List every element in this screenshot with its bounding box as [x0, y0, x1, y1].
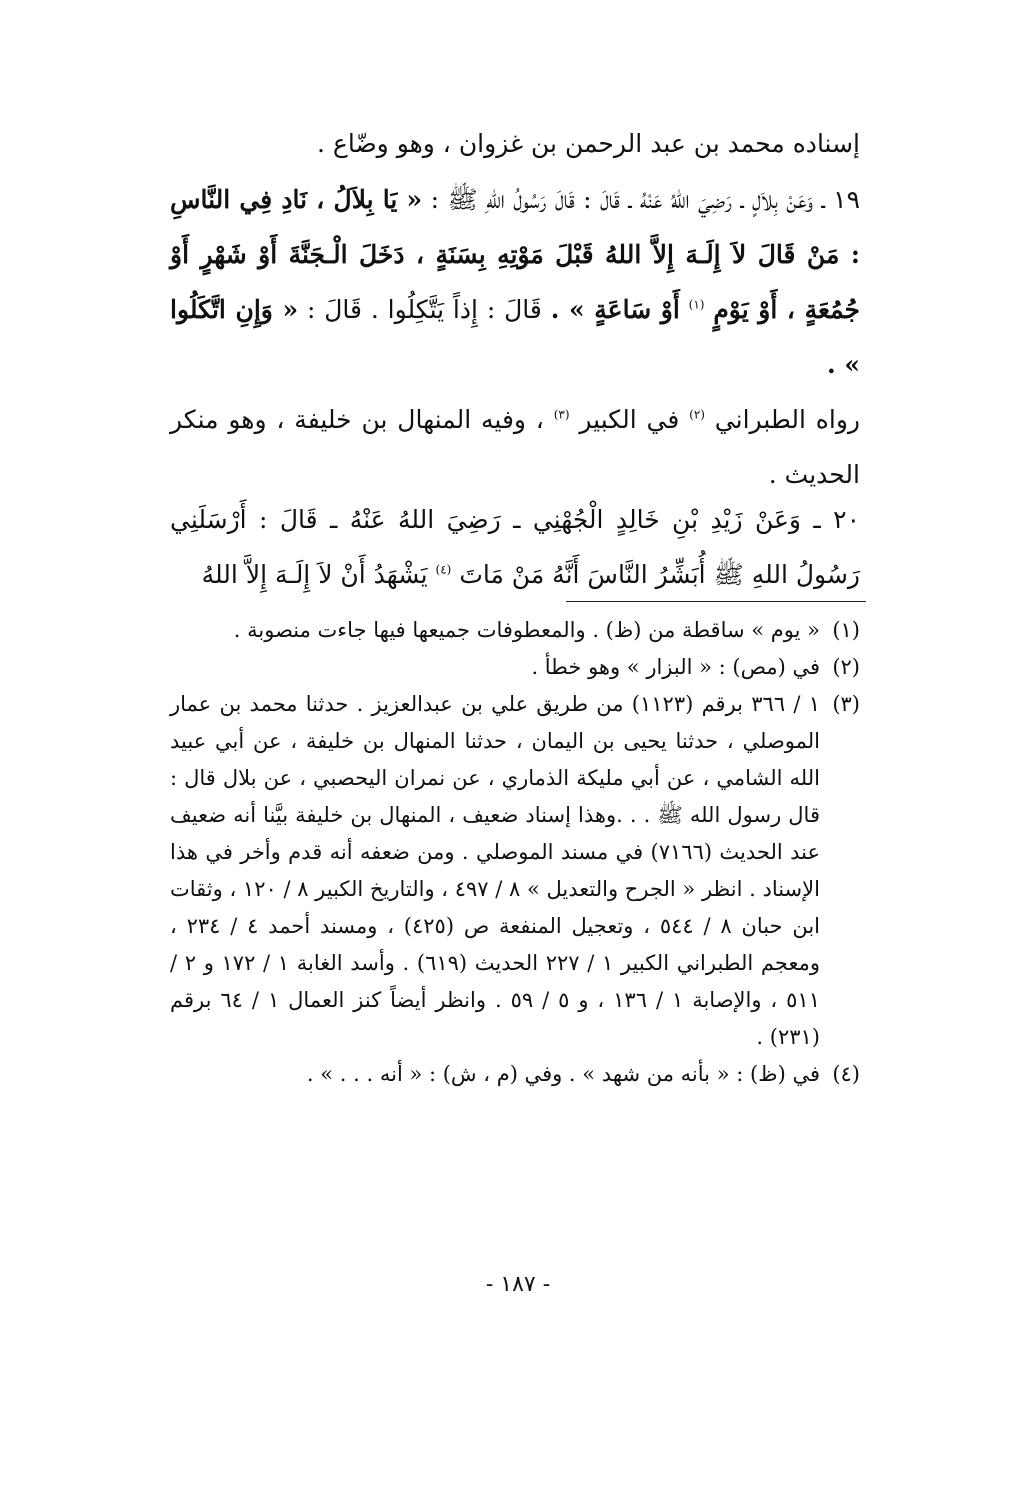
footnote-text: في (ظ) : « بأنه من شهد » . وفي (م ، ش) : « أنه . . . » . [306, 1062, 820, 1086]
footnote-3 [170, 686, 860, 1056]
hadith-19-quote-part1: « يَا بِلاَلُ ، نَادِ فِي النَّاسِ : مَنْ قَالَ لاَ إِلَـهَ إِلاَّ اللهُ قَبْلَ مَوْتِهِ بِسَنَةٍ ، دَخَلَ الْـجَنَّةَ أَوْ شَهْرٍ أَوْ جُمُعَةٍ ، أَوْ يَوْمٍ [170, 185, 860, 324]
footnote-2 [170, 649, 860, 686]
hadith-19 [170, 172, 860, 392]
footnotes [170, 612, 860, 1093]
hadith-19-middle: قَالَ : إِذاً يَتَّكِلُوا . قَالَ : [306, 295, 542, 324]
narration-part2: في الكبير [579, 405, 680, 434]
hadith-19-opening: ١٩ ـ وَعَنْ بِلاَلٍ ـ رَضِيَ اللهُ عَنْهُ ـ قَالَ : قَالَ رَسُولُ اللهِ ﷺ : [430, 185, 861, 214]
hadith-20 [170, 492, 860, 602]
narration-part1: رواه الطبراني [714, 405, 860, 434]
footnote-number: (٣) [832, 692, 860, 716]
footnote-text: « يوم » ساقطة من (ظ) . والمعطوفات جميعها فيها جاءت منصوبة . [233, 618, 820, 642]
narration-paragraph [170, 392, 860, 502]
footnote-ref-1: (١) [688, 297, 705, 312]
footnote-separator [566, 601, 866, 602]
footnote-number: (٢) [832, 655, 860, 679]
intro-line [170, 116, 860, 171]
page-number: - ١٨٧ - [485, 1272, 551, 1297]
hadith-20-part2: يَشْهَدُ أَنْ لاَ إِلَـهَ إِلاَّ اللهُ [201, 560, 428, 589]
footnote-ref-2: (٢) [689, 407, 705, 422]
footnote-text: في (مص) : « البزار » وهو خطأ . [531, 655, 820, 679]
hadith-20-part1: ٢٠ ـ وَعَنْ زَيْدِ بْنِ خَالِدٍ الْجُهْنِي ـ رَضِيَ اللهُ عَنْهُ ـ قَالَ : أَرْسَلَنِي رَسُولُ اللهِ ﷺ أُبَشِّرُ النَّاسَ أَنَّهُ مَنْ مَاتَ [170, 505, 860, 589]
footnote-text: ١ / ٣٦٦ برقم (١١٢٣) من طريق علي بن عبدالعزيز . حدثنا محمد بن عمار الموصلي ، حدثنا يحيى بن اليمان ، حدثنا المنهال بن خليفة ، عن أبي عبيد الله الشامي ، عن أبي مليكة الذماري ، عن نمران اليحصبي ، عن بلال قال : قال رسول الله ﷺ . . .وهذا إسناد ضعيف ، المنهال بن خليفة بيَّنا أنه ضعيف عند الحديث (٧١٦٦) في مسند الموصلي . ومن ضعفه أنه قدم وأخر في هذا الإسناد . انظر « الجرح والتعديل » ٨ / ٤٩٧ ، والتاريخ الكبير ٨ / ١٢٠ ، وثقات ابن حبان ٨ / ٥٤٤ ، وتعجيل المنفعة ص (٤٢٥) ، ومسند أحمد ٤ / ٢٣٤ ، ومعجم الطبراني الكبير ١ / ٢٢٧ الحديث (٦١٩) . وأسد الغابة ١ / ١٧٢ و ٢ / ٥١١ ، والإصابة ١ / ١٣٦ ، و ٥ / ٥٩ . وانظر أيضاً كنز العمال ١ / ٦٤ برقم (٢٣١) . [170, 692, 821, 1049]
footnote-number: (١) [832, 618, 860, 642]
hadith-19-final-quote: « وَإِنِ اتَّكَلُوا » . [170, 295, 860, 379]
hadith-19-quote-part2: أَوْ سَاعَةٍ » . [550, 295, 680, 324]
footnote-ref-4: (٤) [435, 562, 452, 577]
footnote-4 [170, 1056, 860, 1093]
narration-part3: ، وفيه المنهال بن خليفة ، وهو منكر الحديث . [170, 405, 860, 489]
footnote-1 [170, 612, 860, 649]
footnote-ref-3: (٣) [553, 407, 570, 422]
footnote-number: (٤) [832, 1062, 860, 1086]
intro-text: إسناده محمد بن عبد الرحمن بن غزوان ، وهو وضّاع . [317, 129, 860, 158]
